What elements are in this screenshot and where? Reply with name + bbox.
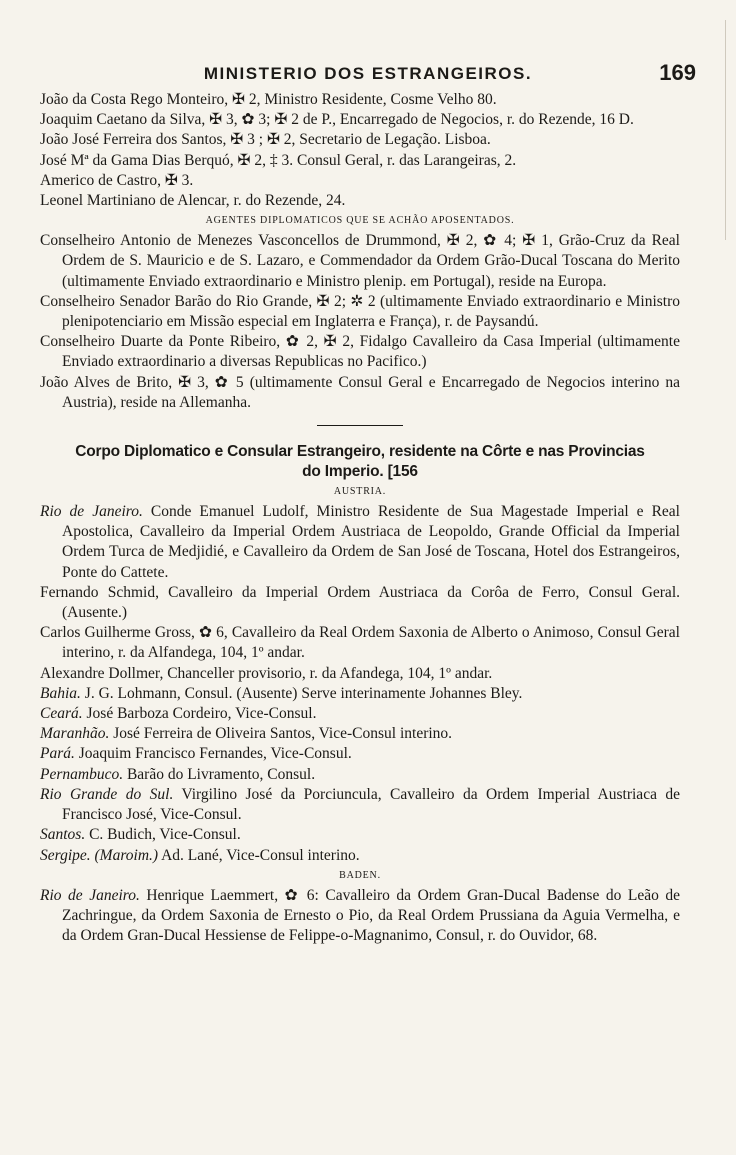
entry-text: J. G. Lohmann, Consul. (Ausente) Serve interinamente Johannes Bley. (80, 684, 523, 702)
entry-leonel-alencar: Leonel Martiniano de Alencar, r. do Rezende, 24. (40, 192, 346, 210)
austria-gross-entry: Carlos Guilherme Gross, ✿ 6, Cavalleiro da Real Ordem Saxonia de Alberto o Animoso, Consul Geral interino, r. da Alfandega, 104, 1º andar. (40, 624, 680, 662)
entry-alves-brito: João Alves de Brito, ✠ 3, ✿ 5 (ultimamente Consul Geral e Encarregado de Negocios interino na Austria), reside na Allemanha. (40, 373, 680, 411)
austria-ceara-entry (40, 704, 680, 724)
austria-rio-entry (40, 502, 680, 583)
entry-rio-grande: Conselheiro Senador Barão do Rio Grande, ✠ 2; ✲ 2 (ultimamente Enviado extraordinario e Ministro plenipotenciario em Missão especial em Inglaterra e França), r. de Paysandú. (40, 292, 680, 331)
place-label: Pará. (40, 745, 75, 763)
entry-ferreira-santos: João José Ferreira dos Santos, ✠ 3 ; ✠ 2, Secretario de Legação. Lisboa. (40, 131, 491, 149)
entry-text: Ad. Lané, Vice-Consul interino. (158, 846, 360, 864)
austria-bahia-entry (40, 684, 680, 704)
entry-text: Joaquim Francisco Fernandes, Vice-Consul. (74, 745, 352, 763)
page-header (40, 60, 696, 90)
austria-para-entry (40, 744, 680, 764)
austria-schmid-entry: Fernando Schmid, Cavalleiro da Imperial Ordem Austriaca da Corôa de Ferro, Consul Geral. (Ausente.) (40, 583, 680, 622)
place-label: Rio de Janeiro. (40, 503, 143, 521)
section-divider (317, 425, 403, 426)
austria-maranhao-entry (40, 724, 680, 744)
austria-santos-entry (40, 825, 680, 845)
place-label: Bahia. (40, 684, 81, 702)
entry-caetano-silva: Joaquim Caetano da Silva, ✠ 3, ✿ 3; ✠ 2 de P., Encarregado de Negocios, r. do Rezende, 16 D. (40, 111, 634, 129)
entry-text: Barão do Livramento, Consul. (123, 765, 316, 783)
entry-text: C. Budich, Vice-Consul. (85, 826, 241, 844)
entry-text: José Barboza Cordeiro, Vice-Consul. (82, 705, 317, 723)
entry-text: Henrique Laemmert, ✿ 6: Cavalleiro da Ordem Gran-Ducal Badense do Leão de Zachringue, da Ordem Saxonia de Ernesto o Pio, da Real Ordem Prussiana da Aguia Vermelha, e da Ordem Gran-Ducal Hessiense de Felippe-o-Magnanimo, Consul, r. do Ouvidor, 68. (62, 886, 680, 945)
austria-heading: AUSTRIA. (333, 486, 387, 498)
baden-heading: BADEN. (339, 869, 381, 881)
section-title-line-1: Corpo Diplomatico e Consular Estrangeiro, residente na Côrte e nas Provincias (75, 443, 645, 461)
entry-costa-rego: João da Costa Rego Monteiro, ✠ 2, Ministro Residente, Cosme Velho 80. (40, 91, 497, 108)
place-label: Sergipe. (Maroim.) (40, 846, 159, 864)
entry-gama-dias: José Mª da Gama Dias Berquó, ✠ 2, ‡ 3. Consul Geral, r. das Larangeiras, 2. (40, 151, 517, 169)
austria-sergipe-entry (40, 846, 680, 866)
place-label: Maranhão. (40, 725, 110, 743)
baden-rio-entry (40, 886, 680, 947)
entry-americo-castro: Americo de Castro, ✠ 3. (40, 171, 194, 189)
page-number: 169 (659, 60, 696, 85)
place-label: Santos. (40, 826, 86, 844)
retired-agents-heading: AGENTES DIPLOMATICOS QUE SE ACHÃO APOSENTADOS. (205, 215, 515, 227)
section-title (40, 442, 680, 482)
page-body (40, 90, 680, 946)
entry-ponte-ribeiro: Conselheiro Duarte da Ponte Ribeiro, ✿ 2, ✠ 2, Fidalgo Cavalleiro da Casa Imperial (ultimamente Enviado extraordinario a diversas Republicas no Pacifico.) (40, 333, 680, 371)
page-edge-line (725, 20, 726, 240)
austria-pernambuco-entry (40, 765, 680, 785)
section-title-line-2: do Imperio. [156 (302, 463, 418, 481)
place-label: Rio de Janeiro. (40, 886, 140, 904)
running-head: MINISTERIO DOS ESTRANGEIROS. (203, 64, 533, 83)
austria-rgs-entry (40, 785, 680, 825)
place-label: Pernambuco. (40, 765, 124, 783)
place-label: Ceará. (40, 705, 83, 723)
entry-drummond: Conselheiro Antonio de Menezes Vasconcellos de Drummond, ✠ 2, ✿ 4; ✠ 1, Grão-Cruz da Real Ordem de S. Mauricio e de S. Lazaro, e Commendador da Ordem Grão-Ducal Toscana do Merito (ultimamente Enviado extraordinario e Ministro plenip. em Portugal), reside na Europa. (40, 232, 680, 290)
entry-text: Virgilino José da Porciuncula, Cavalleiro da Ordem Imperial Austriaca de Francisco José, Vice-Consul. (62, 785, 681, 824)
entry-text: José Ferreira de Oliveira Santos, Vice-Consul interino. (109, 725, 453, 743)
entry-text: Conde Emanuel Ludolf, Ministro Residente de Sua Magestade Imperial e Real Apostolica, Cavalleiro da Imperial Ordem Austriaca de Leopoldo, Grande Official da Imperial Ordem Turca de Medjidié, e Cavalleiro da Ordem de San José de Toscana, Hotel dos Estrangeiros, Ponte do Cattete. (62, 503, 680, 581)
place-label: Rio Grande do Sul. (40, 785, 174, 803)
austria-dollmer-entry: Alexandre Dollmer, Chanceller provisorio, r. da Afandega, 104, 1º andar. (40, 664, 493, 682)
